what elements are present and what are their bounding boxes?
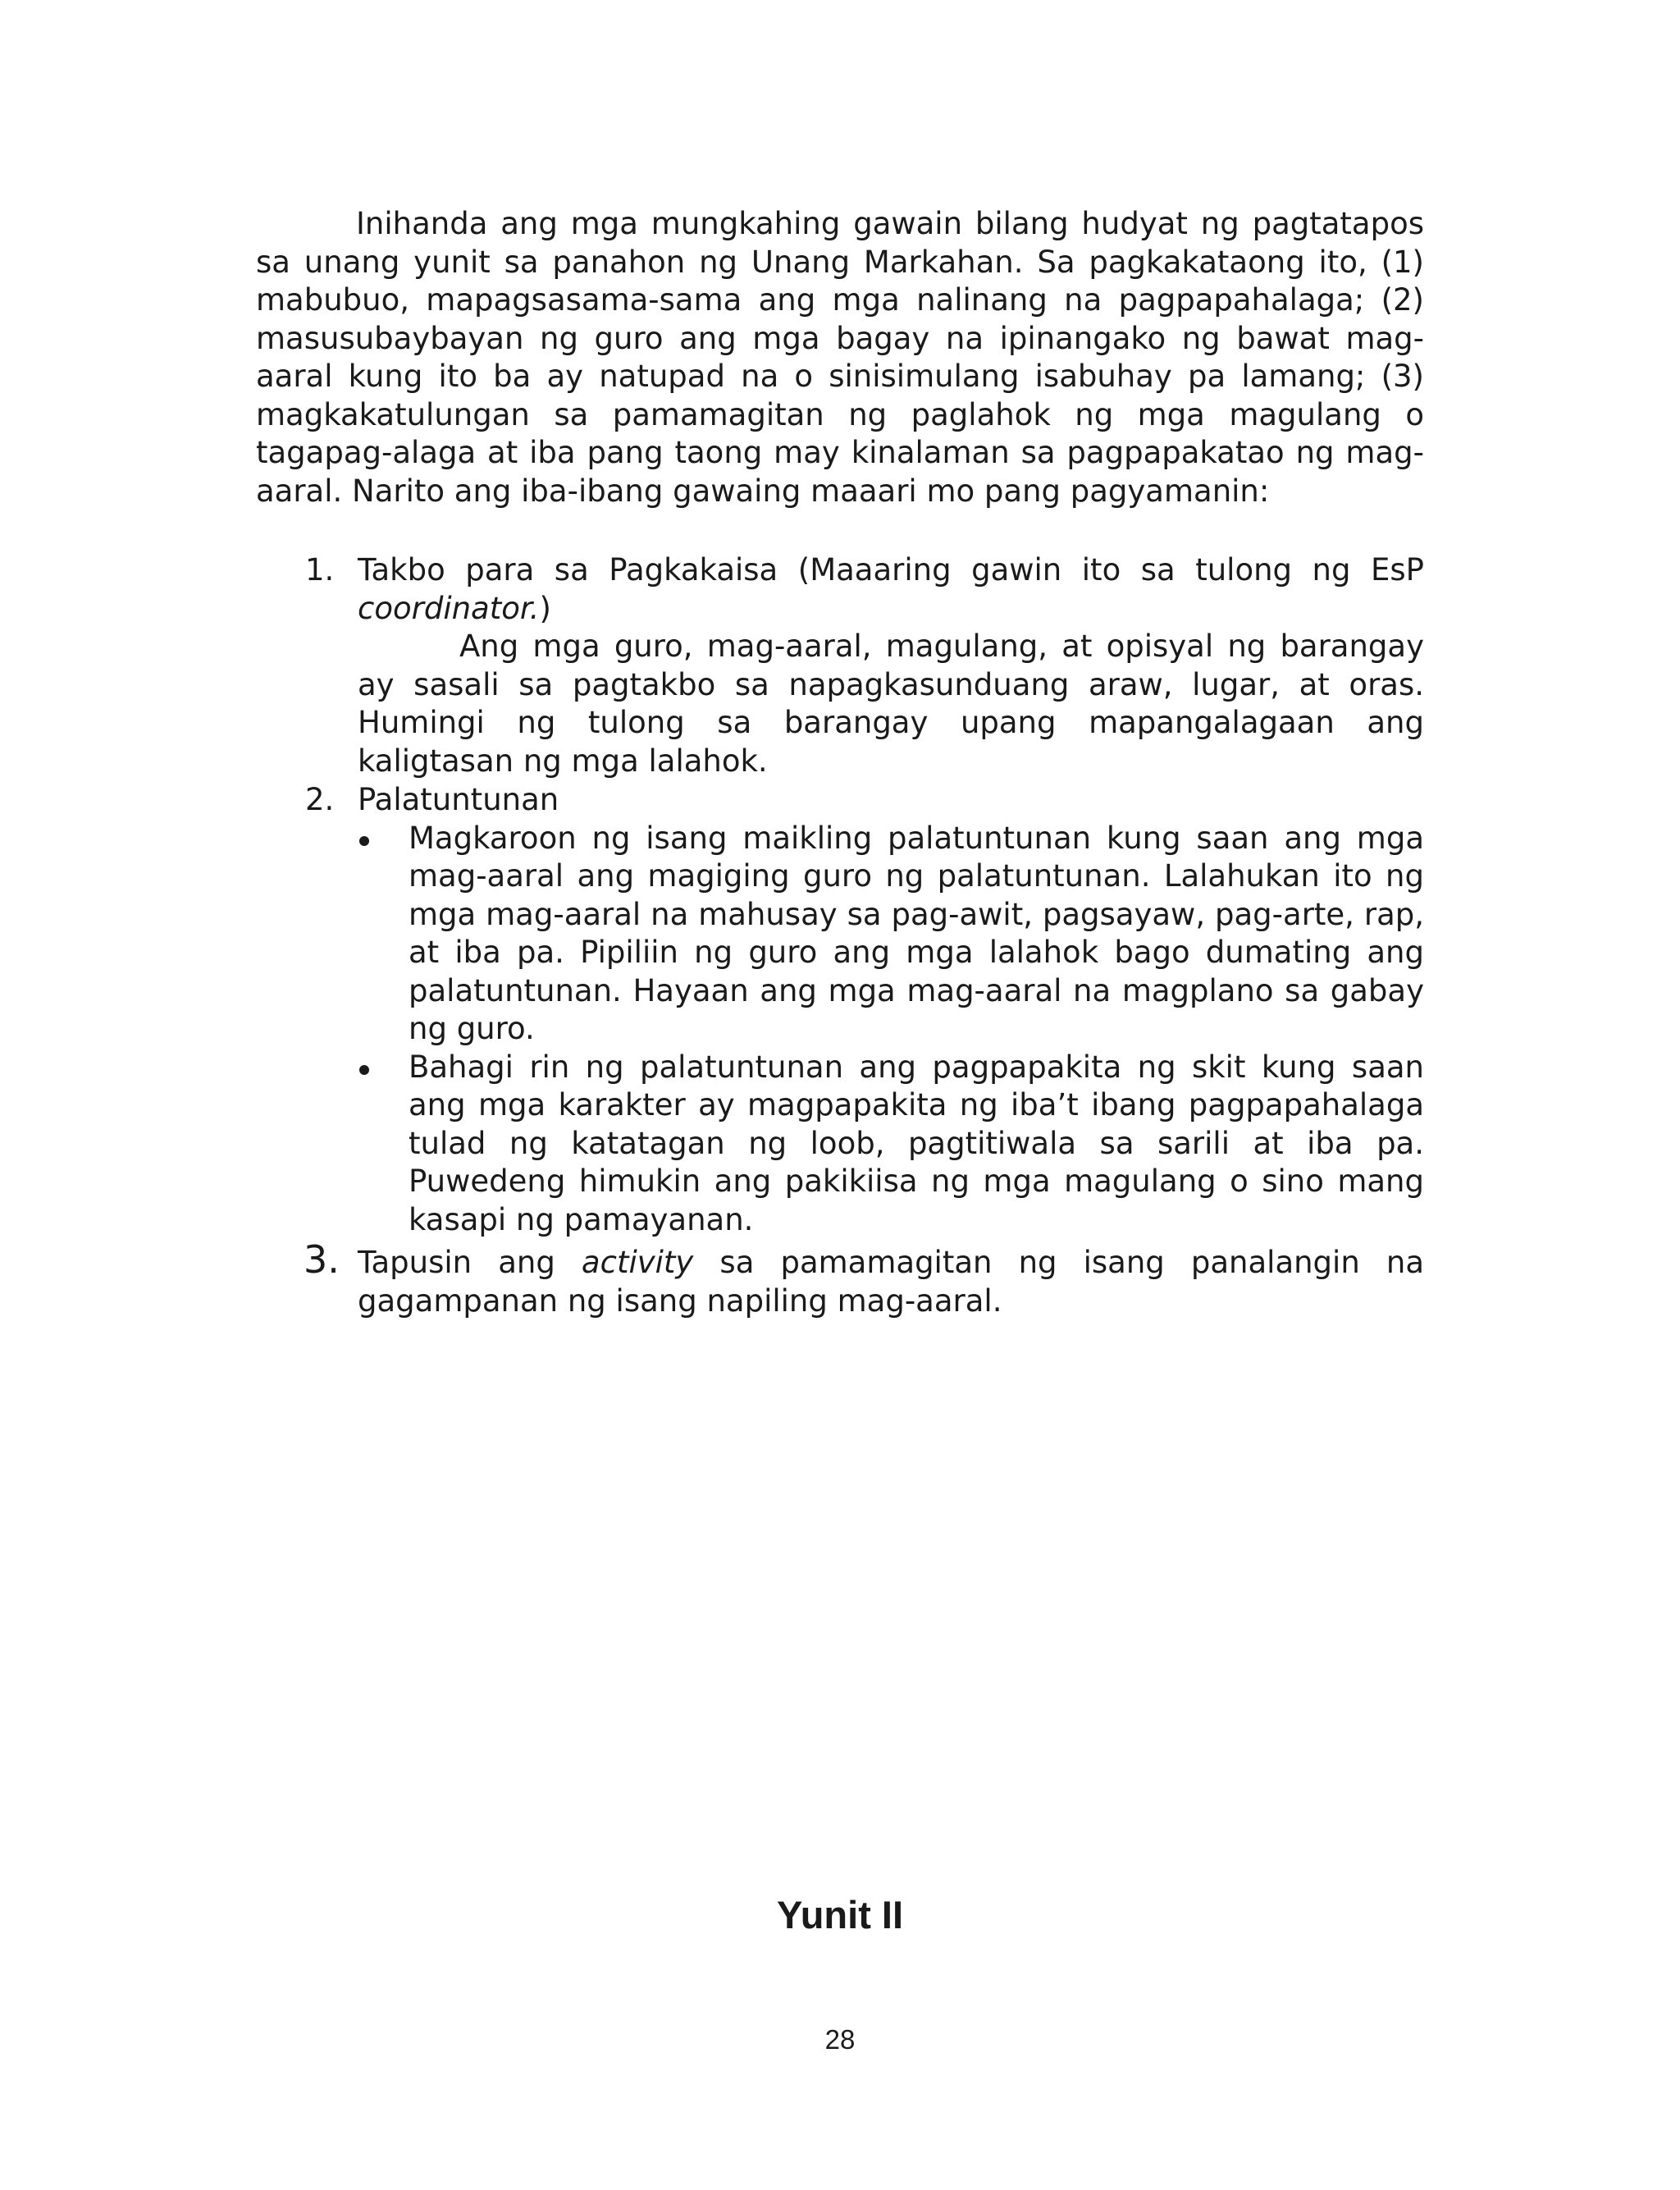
list-item [256, 781, 1424, 1239]
list-item [256, 1237, 1425, 1320]
page-number: 28 [824, 2024, 856, 2055]
item-number: 1. [305, 552, 335, 588]
bullet-item: Magkaroon ng isang maikling palatuntunan kung saan ang mga mag-aaral ang magiging guro ng palatuntunan. Lalahukan ito ng mga mag-aaral na mahusay sa pag-awit, pagsayaw, pag-arte, rap, at iba pa. Pipiliin ng guro ang mga lalahok bago dumating ang palatuntunan. Hayaan ang mga mag-aaral na magplano sa gabay ng guro. [358, 820, 1424, 1049]
bullet-list [358, 820, 1424, 1240]
list-item [256, 551, 1424, 780]
intro-text: Inihanda ang mga mungkahing gawain bilang hudyat ng pagtatapos sa unang yunit sa panahon ng Unang Markahan. Sa pagkakataong ito, (1) mabubuo, mapagsasama-sama ang mga nalinang na pagpapahalaga; (2) masusubaybayan ng guro ang mga bagay na ipinangako ng bawat mag-aaral kung ito ba ay natupad na o sinisimulang isabuhay pa lamang; (3) magkakatulungan sa pamamagitan ng paglahok ng mga magulang o tagapag-alaga at iba pang taong may kinalaman sa pagpapakatao ng mag-aaral. Narito ang iba-ibang gawaing maaari mo pang pagyamanin: [256, 206, 1424, 509]
item-title: Palatuntunan [358, 782, 559, 817]
intro-paragraph [256, 205, 1424, 510]
item-text: Tapusin ang activity sa pamamagitan ng isang panalangin na gagampanan ng isang napiling mag-aaral. [358, 1245, 1425, 1319]
item-body: Ang mga guro, mag-aaral, magulang, at opisyal ng barangay ay sasali sa pagtakbo sa napagkasunduang araw, lugar, at oras. Humingi ng tulong sa barangay upang mapangalagaan ang kaligtasan ng mga lalahok. [358, 629, 1424, 779]
item-title: Takbo para sa Pagkakaisa (Maaaring gawin ito sa tulong ng EsP coordinator.) [358, 552, 1424, 626]
bullet-item: Bahagi rin ng palatuntunan ang pagpapakita ng skit kung saan ang mga karakter ay magpapakita ng iba’t ibang pagpapahalaga tulad ng katatagan ng loob, pagtitiwala sa sarili at iba pa. Puwedeng himukin ang pakikiisa ng mga magulang o sino mang kasapi ng pamayanan. [358, 1049, 1424, 1240]
unit-heading: Yunit II [776, 1893, 904, 1936]
item-number: 3. [304, 1237, 340, 1282]
bullet-icon [359, 836, 369, 846]
bullet-icon [359, 1065, 369, 1075]
item-number: 2. [305, 782, 335, 817]
